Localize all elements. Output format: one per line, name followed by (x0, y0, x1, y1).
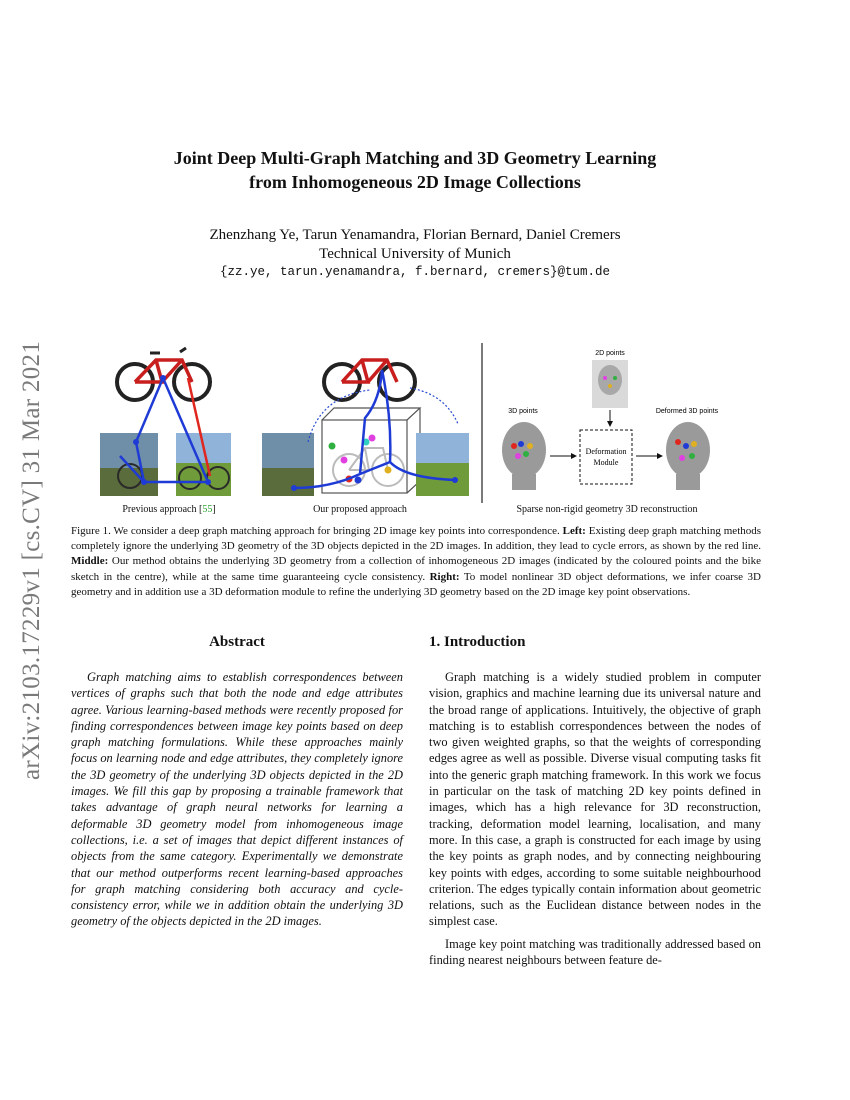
figure-caption: Figure 1. We consider a deep graph matching approach for bringing 2D image key points into correspondence. Left: Existing deep graph matching methods completely ignore the underlying 3D geometry of the 3D objects depicted in the 2D images. In addition, they lead to cycle errors, as shown by the red line. Middle: Our method obtains the underlying 3D geometry from a collection of inhomogeneous 2D images (indicated by the coloured points and the bike sketch in the centre), while at the same time guaranteeing cycle consistency. Right: To model nonlinear 3D object deformations, we infer coarse 3D geometry and in addition use a 3D deformation module to refine the underlying 3D geometry based on the 2D image key point observations. (71, 525, 762, 598)
intro-paragraph-1: Graph matching is a widely studied problem in computer vision, graphics and machine learning due its universal nature and the broad range of applications. Intuitively, the objective of graph matching is to establish correspondences between the nodes of two given weighted graphs, so that the weights of corresponding edges agree as well as possible. Diverse visual computing tasks fit into the generic graph matching framework. In this work we focus in particular on the task of matching 2D key points defined in images, which has a high relevance for 3D reconstruction, tracking, deformation model learning, localisation, and many more. In this case, a graph is constructed for each image by using the key points as graph nodes, and by connecting neighbouring key points with edges, according to some suitable neighbourhood criterion. The edges typically contain information about geometric relations, such as the Euclidean distance between nodes in the simplest case. (429, 670, 761, 929)
abstract-heading: Abstract (209, 634, 265, 650)
caption-proposed-approach: Our proposed approach (313, 504, 407, 515)
title-line-1: Joint Deep Multi-Graph Matching and 3D Geometry Learning (173, 148, 657, 168)
bike-photo-left (117, 348, 210, 400)
label-deformed-3d-points: Deformed 3D points (655, 408, 719, 415)
caption-previous-approach: Previous approach [55] (122, 504, 216, 515)
introduction-column (429, 634, 761, 974)
figure-1 (90, 338, 770, 518)
intro-paragraph-2: Image key point matching was traditionally addressed based on finding nearest neighbours between feature de- (429, 936, 761, 968)
face-3d-points (502, 422, 546, 490)
authors: Zhenzhang Ye, Tarun Yenamandra, Florian Bernard, Daniel Cremers (209, 227, 621, 243)
email: {zz.ye, tarun.yenamandra, f.bernard, cremers}@tum.de (219, 265, 611, 279)
author-block (120, 226, 710, 264)
caption-sparse-reconstruction: Sparse non-rigid geometry 3D reconstruction (516, 504, 698, 515)
paper-title (120, 146, 710, 194)
bike-photo-middle (324, 360, 415, 400)
abstract-text: Graph matching aims to establish correspondences between vertices of graphs such that both the node and edge attributes agree. Various learning-based methods were recently proposed for finding correspondences between image key points based on deep graph matching formulations. While these approaches mainly focus on learning node and edge attributes, they completely ignore the 3D geometry of the underlying 3D objects depicted in the 2D images. We fill this gap by proposing a trainable framework that takes advantage of graph neural networks for learning a deformable 3D geometry model from inhomogeneous image collections, i.e. a set of images that depict different instances of objects from the same category. Experimentally we demonstrate that our method outperforms recent learning-based approaches for graph matching considering both accuracy and cycle-consistency error, while we in addition obtain the underlying 3D geometry of the objects depicted in the 2D images. (71, 670, 403, 929)
deformation-module-line-1: Deformation (585, 447, 627, 456)
introduction-heading: 1. Introduction (429, 634, 526, 650)
bike-sketch-3d-box (322, 408, 420, 493)
citation-link[interactable]: 55 (202, 504, 213, 515)
face-deformed-3d (666, 422, 710, 490)
title-line-2: from Inhomogeneous 2D Image Collections (249, 172, 581, 192)
affiliation: Technical University of Munich (319, 246, 511, 262)
figure-svg (90, 338, 770, 518)
deformation-module-box (580, 430, 632, 484)
deformation-module-line-2: Module (593, 458, 619, 467)
label-3d-points: 3D points (508, 408, 538, 415)
label-2d-points: 2D points (595, 350, 625, 357)
abstract-column (71, 634, 403, 930)
face-2d-image (592, 360, 628, 408)
arxiv-stamp: arXiv:2103.17229v1 [cs.CV] 31 Mar 2021 (18, 340, 45, 780)
